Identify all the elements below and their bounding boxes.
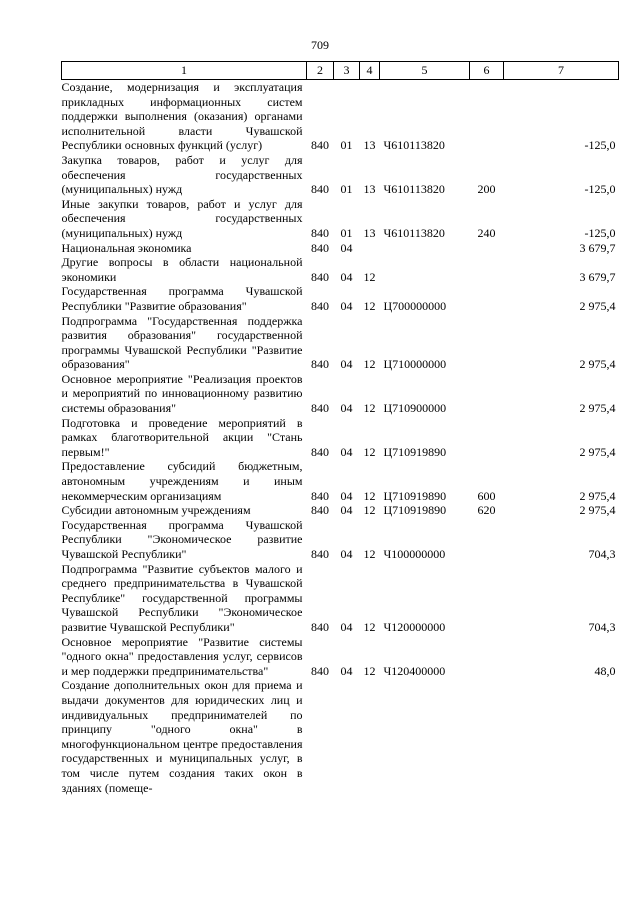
expense-type-code (470, 678, 504, 795)
target-article-code: Ц700000000 (383, 298, 447, 313)
expense-type-code: 620 (477, 503, 496, 518)
subsection-code: 12 (363, 619, 376, 634)
section-code: 04 (340, 401, 353, 416)
expense-type-code: 600 (477, 488, 496, 503)
subsection-code: 12 (363, 503, 376, 518)
expense-type-code: 200 (477, 182, 496, 197)
target-article-code (380, 678, 470, 795)
target-article-code: Ч120000000 (383, 619, 446, 634)
section-code: 04 (340, 488, 353, 503)
expense-type-code (470, 314, 504, 372)
target-article-code (380, 255, 470, 284)
section-code (334, 678, 360, 795)
table-row (62, 314, 619, 372)
page-number: 709 (311, 38, 329, 52)
subsection-code: 12 (363, 663, 376, 678)
row-name: Подготовка и проведение мероприятий в рамках благотворительной акции "Стань первым!" (61, 415, 303, 459)
header-cell: 4 (360, 62, 380, 80)
header-cell: 5 (380, 62, 470, 80)
table-row (62, 416, 619, 460)
ministry-code: 840 (311, 240, 329, 255)
amount: 2 975,4 (579, 503, 616, 518)
ministry-code (307, 678, 334, 795)
row-name: Создание дополнительных окон для приема и выдачи документов для юридических лиц и индивидуальных предпринимателей по принципу "одного окна" в многофункциональном центре предоставления государственных и муниципальных услуг, в том числе путем создания таких окон в зданиях (помеще- (61, 678, 303, 795)
header-cell: 3 (334, 62, 360, 80)
amount: 2 975,4 (579, 298, 616, 313)
subsection-code: 13 (363, 182, 376, 197)
table-row (62, 197, 619, 241)
subsection-code: 12 (363, 401, 376, 416)
section-code: 04 (340, 357, 353, 372)
ministry-code: 840 (311, 503, 329, 518)
section-code: 04 (340, 444, 353, 459)
section-code: 04 (340, 547, 353, 561)
ministry-code: 840 (311, 444, 329, 459)
ministry-code: 840 (311, 225, 329, 240)
header-cell: 1 (62, 62, 307, 80)
row-name: Подпрограмма "Развитие субъектов малого и среднего предпринимательства в Чувашской Республике" государственной программы Чувашской Республики "Экономическое развитие Чувашской Республики" (61, 561, 303, 634)
target-article-code: Ц710900000 (383, 401, 447, 416)
table-header (62, 62, 619, 80)
subsection-code: 12 (363, 269, 376, 284)
row-name: Предоставление субсидий бюджетным, автономным учреждениям и иным некоммерческим организациям (61, 459, 303, 503)
row-name: Основное мероприятие "Развитие системы "одного окна" предоставления услуг, сервисов и мер поддержки предпринимательства" (61, 634, 303, 678)
expense-type-code (470, 635, 504, 679)
table-row (62, 80, 619, 153)
row-name: Государственная программа Чувашской Республики "Развитие образования" (61, 284, 303, 313)
subsection-code: 12 (363, 298, 376, 313)
amount: 3 679,7 (579, 240, 616, 255)
expense-type-code (470, 80, 504, 153)
table-row (62, 372, 619, 416)
amount: -125,0 (584, 182, 616, 197)
amount: 2 975,4 (579, 444, 616, 459)
target-article-code: Ч610113820 (383, 182, 445, 197)
subsection-code (360, 241, 380, 256)
section-code: 04 (340, 298, 353, 313)
ministry-code: 840 (311, 401, 329, 416)
ministry-code: 840 (311, 619, 329, 634)
header-cell: 6 (470, 62, 504, 80)
row-name: Иные закупки товаров, работ и услуг для обеспечения государственных (муниципальных) нужд (61, 196, 303, 240)
amount: 3 679,7 (579, 269, 616, 284)
subsection-code (360, 678, 380, 795)
target-article-code (380, 241, 470, 256)
header-cell: 2 (307, 62, 334, 80)
table-row (62, 635, 619, 679)
table-row (62, 153, 619, 197)
target-article-code: Ц710919890 (383, 503, 447, 518)
table-body (62, 80, 619, 796)
target-article-code: Ч610113820 (383, 138, 445, 153)
subsection-code: 12 (363, 488, 376, 503)
expense-type-code (470, 518, 504, 562)
subsection-code: 12 (363, 357, 376, 372)
table-row (62, 241, 619, 256)
ministry-code: 840 (311, 298, 329, 313)
amount: -125,0 (584, 138, 616, 153)
table-row (62, 678, 619, 795)
target-article-code: Ч120400000 (383, 663, 446, 678)
target-article-code: Ц710919890 (383, 444, 447, 459)
table-row (62, 255, 619, 284)
row-name: Субсидии автономным учреждениям (61, 503, 251, 518)
expense-type-code (470, 372, 504, 416)
amount: 2 975,4 (579, 357, 616, 372)
row-name: Основное мероприятие "Реализация проектов и мероприятий по инновационному развитию системы образования" (61, 371, 303, 416)
ministry-code: 840 (311, 182, 329, 197)
amount: 704,3 (588, 547, 616, 561)
table-row (62, 459, 619, 503)
row-name: Подпрограмма "Государственная поддержка развития образования" государственной программы Чувашской Республики "Развитие образования" (61, 313, 303, 372)
table-row (62, 284, 619, 313)
table-row (62, 562, 619, 635)
row-name: Другие вопросы в области национальной экономики (61, 255, 303, 284)
expense-type-code (470, 241, 504, 256)
section-code: 01 (340, 182, 353, 197)
ministry-code: 840 (311, 663, 329, 678)
section-code: 04 (340, 240, 353, 255)
expense-type-code (470, 416, 504, 460)
section-code: 04 (340, 503, 353, 518)
section-code: 04 (340, 269, 353, 284)
row-name: Национальная экономика (61, 240, 192, 255)
header-row (62, 62, 619, 80)
budget-table (61, 61, 619, 795)
table-row (62, 518, 619, 562)
amount (504, 678, 619, 795)
ministry-code: 840 (311, 269, 329, 284)
expense-type-code (470, 255, 504, 284)
subsection-code: 13 (363, 225, 376, 240)
amount: 704,3 (588, 619, 616, 634)
subsection-code: 12 (363, 444, 376, 459)
ministry-code: 840 (311, 357, 329, 372)
amount: 2 975,4 (579, 401, 616, 416)
section-code: 04 (340, 663, 353, 678)
ministry-code: 840 (311, 138, 329, 153)
target-article-code: Ц710000000 (383, 357, 447, 372)
subsection-code: 12 (363, 547, 376, 561)
expense-type-code (470, 562, 504, 635)
expense-type-code: 240 (477, 225, 496, 240)
expense-type-code (470, 284, 504, 313)
ministry-code: 840 (311, 488, 329, 503)
amount: 2 975,4 (579, 488, 616, 503)
target-article-code: Ц710919890 (383, 488, 447, 503)
ministry-code: 840 (311, 547, 329, 561)
amount: 48,0 (594, 663, 616, 678)
amount: -125,0 (584, 225, 616, 240)
row-name: Государственная программа Чувашской Республики "Экономическое развитие Чувашской Республики" (61, 517, 303, 561)
target-article-code: Ч610113820 (383, 225, 445, 240)
row-name: Создание, модернизация и эксплуатация прикладных информационных систем поддержки выполнения (оказания) органами исполнительной власти Чувашской Республики основных функций (услуг) (61, 80, 303, 153)
header-cell: 7 (504, 62, 619, 80)
table-row (62, 503, 619, 518)
row-name: Закупка товаров, работ и услуг для обеспечения государственных (муниципальных) нужд (61, 152, 303, 197)
section-code: 01 (340, 225, 353, 240)
section-code: 04 (340, 619, 353, 634)
target-article-code: Ч100000000 (383, 547, 446, 561)
section-code: 01 (340, 138, 353, 153)
subsection-code: 13 (363, 138, 376, 153)
